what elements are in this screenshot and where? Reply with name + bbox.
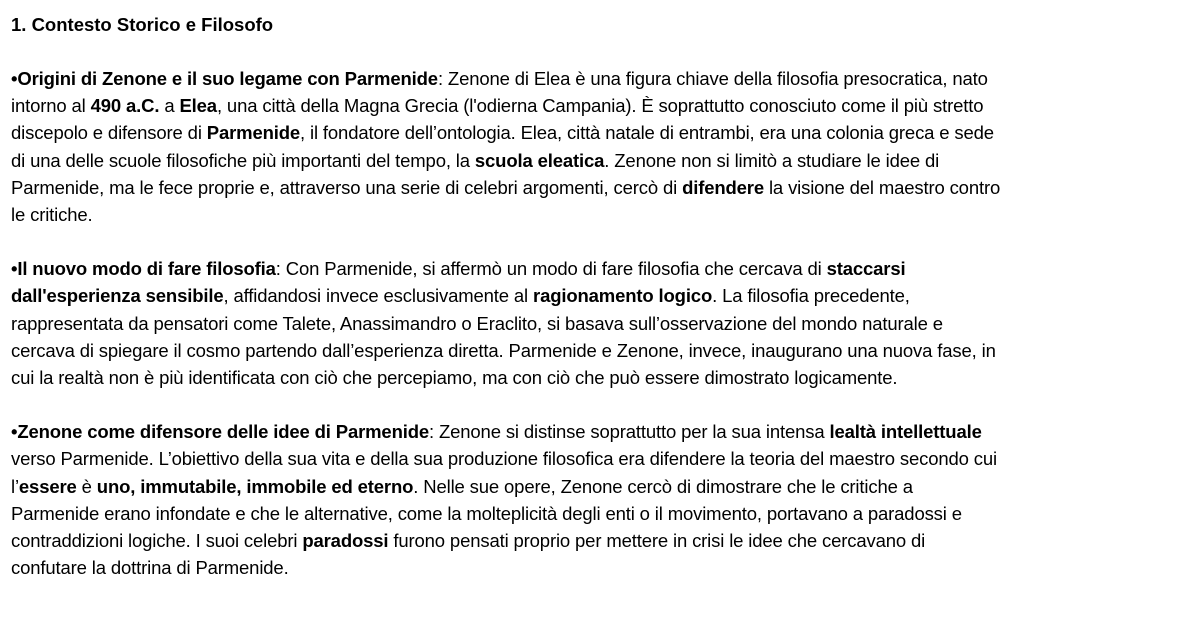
- bold-text: ragionamento logico: [533, 285, 713, 307]
- body-text: verso Parmenide. L’obiettivo della sua vita e della sua produzione filosofica era difendere la teoria del maestro secondo cui: [11, 448, 997, 470]
- section-heading: 1. Contesto Storico e Filosofo: [11, 14, 274, 35]
- body-text: l’: [11, 475, 19, 497]
- text-line: [11, 282, 1193, 309]
- text-line: [11, 445, 1193, 472]
- bold-text: Elea: [179, 95, 217, 117]
- body-text: confutare la dottrina di Parmenide.: [11, 557, 289, 579]
- body-text: . La filosofia precedente,: [712, 285, 910, 307]
- bold-text: paradossi: [302, 530, 389, 552]
- bold-text: difendere: [682, 176, 764, 198]
- bold-text: scuola eleatica: [474, 149, 605, 171]
- bold-text: •Il nuovo modo di fare filosofia: [11, 258, 276, 280]
- bold-text: essere: [18, 475, 77, 497]
- body-text: Parmenide erano infondate e che le alternative, come la molteplicità degli enti o il movimento, portavano a paradossi e: [11, 502, 962, 524]
- body-text: , il fondatore dell’ontologia. Elea, città natale di entrambi, era una colonia greca e sede: [300, 122, 994, 144]
- body-text: : Zenone si distinse soprattutto per la sua intensa: [429, 421, 830, 443]
- body-text: discepolo e difensore di: [11, 122, 207, 144]
- text-line: [11, 92, 1193, 119]
- text-line: [11, 337, 1193, 364]
- paragraph: [11, 418, 1193, 581]
- text-line: [11, 174, 1193, 201]
- body-text: Parmenide, ma le fece proprie e, attraverso una serie di celebri argomenti, cercò di: [11, 176, 683, 198]
- paragraph-list: [11, 65, 1193, 581]
- text-line: [11, 418, 1193, 445]
- body-text: : Zenone di Elea è una figura chiave della filosofia presocratica, nato: [437, 68, 988, 89]
- body-text: rappresentata da pensatori come Talete, Anassimandro o Eraclito, si basava sull’osservazione del mondo naturale e: [11, 312, 943, 334]
- text-line: [11, 147, 1193, 174]
- bold-text: staccarsi: [826, 258, 906, 280]
- text-line: [11, 500, 1193, 527]
- bold-text: Parmenide: [206, 122, 301, 144]
- document-body: [11, 12, 1193, 608]
- body-text: : Con Parmenide, si affermò un modo di fare filosofia che cercava di: [275, 258, 827, 280]
- body-text: contraddizioni logiche. I suoi celebri: [11, 530, 303, 552]
- body-text: la visione del maestro contro: [763, 176, 1001, 198]
- body-text: intorno al: [11, 95, 91, 117]
- text-line: [11, 527, 1193, 554]
- body-text: è: [76, 475, 97, 497]
- bold-text: uno, immutabile, immobile ed eterno: [96, 475, 414, 497]
- bold-text: 490 a.C.: [90, 95, 160, 117]
- text-line: [11, 554, 1193, 581]
- body-text: , affidandosi invece esclusivamente al: [223, 285, 534, 307]
- text-line: [11, 201, 1193, 228]
- bold-text: •Zenone come difensore delle idee di Parmenide: [11, 421, 430, 443]
- text-line: [11, 119, 1193, 146]
- body-text: . Nelle sue opere, Zenone cercò di dimostrare che le critiche a: [413, 475, 913, 497]
- body-text: a: [159, 95, 180, 117]
- text-line: [11, 310, 1193, 337]
- body-text: cui la realtà non è più identificata con ciò che percepiamo, ma con ciò che può essere dimostrato logicamente.: [11, 367, 898, 389]
- text-line: [11, 255, 1193, 282]
- paragraph: [11, 255, 1193, 391]
- body-text: cercava di spiegare il cosmo partendo dall’esperienza diretta. Parmenide e Zenone, invece, inaugurano una nuova fase, in: [11, 339, 996, 361]
- body-text: furono pensati proprio per mettere in crisi le idee che cercavano di: [388, 530, 926, 552]
- bold-text: lealtà intellettuale: [829, 421, 982, 443]
- text-line: [11, 364, 1193, 391]
- bold-text: dall'esperienza sensibile: [11, 285, 224, 307]
- body-text: , una città della Magna Grecia (l'odierna Campania). È soprattutto conosciuto come il più stretto: [216, 95, 984, 117]
- text-line: [11, 65, 1193, 92]
- body-text: di una delle scuole filosofiche più importanti del tempo, la: [11, 149, 475, 171]
- body-text: le critiche.: [11, 204, 93, 226]
- text-line: [11, 473, 1193, 500]
- paragraph: [11, 65, 1193, 228]
- body-text: . Zenone non si limitò a studiare le idee di: [604, 149, 940, 171]
- bold-text: •Origini di Zenone e il suo legame con Parmenide: [11, 68, 438, 89]
